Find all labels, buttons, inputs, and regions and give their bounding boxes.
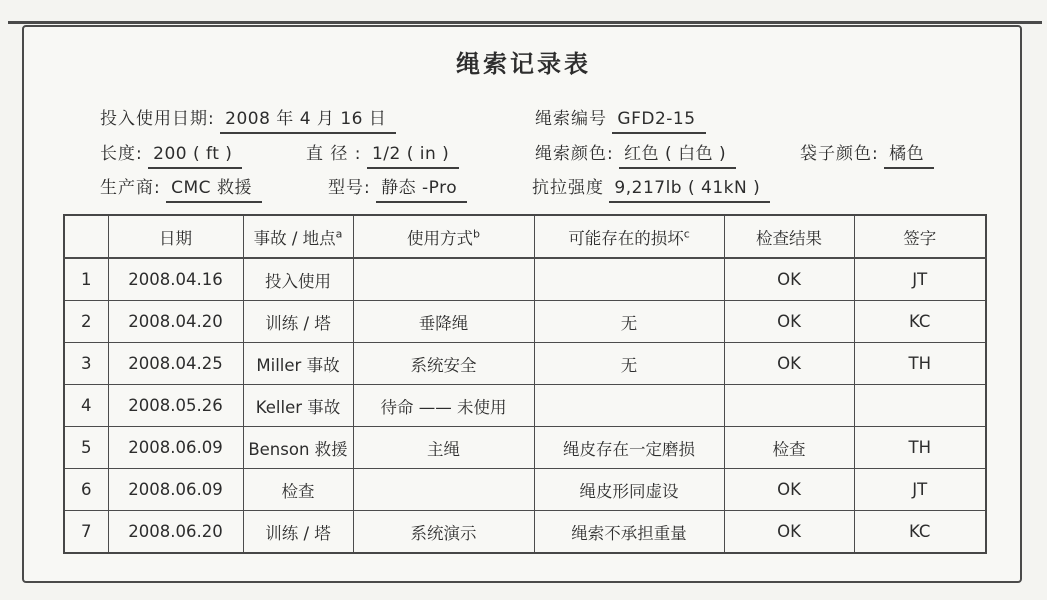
table-cell: 无 <box>534 301 724 343</box>
table-cell: 检查 <box>243 469 353 511</box>
footnote-marker-b: b <box>473 227 480 240</box>
table-row <box>64 427 986 469</box>
table-cell: 待命 —— 未使用 <box>353 385 534 427</box>
page-title: 绳索记录表 <box>456 50 591 78</box>
header-inspection-result: 检查结果 <box>724 215 854 258</box>
header-date: 日期 <box>108 215 243 258</box>
scan-artifact-line <box>8 21 1042 24</box>
table-cell: 2008.05.26 <box>108 385 243 427</box>
table-cell: TH <box>854 343 986 385</box>
table-cell: 2008.06.20 <box>108 511 243 554</box>
table-row <box>64 511 986 554</box>
bag-color-value: 橘色 <box>884 144 934 169</box>
length-label: 长度: <box>100 144 143 164</box>
table-cell: OK <box>724 301 854 343</box>
model-value: 静态 -Pro <box>376 178 467 203</box>
table-cell: 2 <box>64 301 108 343</box>
manufacturer-value: CMC 救援 <box>166 178 262 203</box>
table-cell: 7 <box>64 511 108 554</box>
table-cell: JT <box>854 469 986 511</box>
rope-color-label: 绳索颜色: <box>535 144 614 164</box>
rope-number-field <box>535 104 706 129</box>
manufacturer-field <box>100 173 262 198</box>
tensile-strength-field <box>532 173 770 198</box>
rope-color-value: 红色 ( 白色 ) <box>619 144 736 169</box>
table-cell: 1 <box>64 258 108 301</box>
length-field <box>100 139 242 164</box>
table-cell: 绳皮形同虚设 <box>534 469 724 511</box>
tensile-strength-label: 抗拉强度 <box>532 178 604 198</box>
log-table-body <box>64 258 986 553</box>
table-cell: 3 <box>64 343 108 385</box>
table-cell: 2008.04.20 <box>108 301 243 343</box>
table-cell: 2008.06.09 <box>108 469 243 511</box>
header-signature: 签字 <box>854 215 986 258</box>
table-cell: OK <box>724 343 854 385</box>
table-header-row <box>64 215 986 258</box>
table-cell: 2008.04.16 <box>108 258 243 301</box>
length-value: 200 ( ft ) <box>148 144 242 169</box>
table-cell <box>854 385 986 427</box>
diameter-value: 1/2 ( in ) <box>367 144 459 169</box>
tensile-strength-value: 9,217lb ( 41kN ) <box>609 178 770 203</box>
rope-number-label: 绳索编号 <box>535 109 607 129</box>
table-cell <box>534 258 724 301</box>
commission-date-label: 投入使用日期: <box>100 109 215 129</box>
table-cell: Miller 事故 <box>243 343 353 385</box>
table-cell <box>534 385 724 427</box>
table-cell: 4 <box>64 385 108 427</box>
table-cell: 主绳 <box>353 427 534 469</box>
bag-color-label: 袋子颜色: <box>800 144 879 164</box>
bag-color-field <box>800 139 934 164</box>
commission-date-value: 2008 年 4 月 16 日 <box>220 109 396 134</box>
header-index <box>64 215 108 258</box>
model-label: 型号: <box>328 178 371 198</box>
header-usage-type: 使用方式$^b$ <box>353 215 534 258</box>
manufacturer-label: 生产商: <box>100 178 161 198</box>
table-cell: KC <box>854 301 986 343</box>
rope-number-value: GFD2-15 <box>612 109 705 134</box>
table-cell: 绳索不承担重量 <box>534 511 724 554</box>
table-cell: 训练 / 塔 <box>243 301 353 343</box>
model-field <box>328 173 467 198</box>
table-cell: 2008.04.25 <box>108 343 243 385</box>
rope-log-table <box>63 214 987 554</box>
table-cell: 检查 <box>724 427 854 469</box>
table-cell: 5 <box>64 427 108 469</box>
table-cell: Benson 救援 <box>243 427 353 469</box>
table-cell: OK <box>724 258 854 301</box>
table-row <box>64 343 986 385</box>
header-incident-location: 事故 / 地点$^a$ <box>243 215 353 258</box>
table-cell: 系统安全 <box>353 343 534 385</box>
table-cell: 训练 / 塔 <box>243 511 353 554</box>
table-cell <box>724 385 854 427</box>
table-cell: TH <box>854 427 986 469</box>
diameter-label: 直 径 : <box>306 144 362 164</box>
table-row <box>64 301 986 343</box>
table-cell: 系统演示 <box>353 511 534 554</box>
table-cell: KC <box>854 511 986 554</box>
table-cell: Keller 事故 <box>243 385 353 427</box>
footnote-marker-c: c <box>683 227 690 240</box>
commission-date-field <box>100 104 396 129</box>
table-cell: 6 <box>64 469 108 511</box>
table-row <box>64 258 986 301</box>
table-cell: JT <box>854 258 986 301</box>
header-possible-damage: 可能存在的损坏$^c$ <box>534 215 724 258</box>
table-row <box>64 385 986 427</box>
table-cell <box>353 258 534 301</box>
table-cell: 垂降绳 <box>353 301 534 343</box>
footnote-marker-a: a <box>335 227 343 240</box>
table-cell: OK <box>724 511 854 554</box>
table-cell: OK <box>724 469 854 511</box>
table-cell: 2008.06.09 <box>108 427 243 469</box>
table-cell: 绳皮存在一定磨损 <box>534 427 724 469</box>
table-row <box>64 469 986 511</box>
table-cell: 无 <box>534 343 724 385</box>
rope-color-field <box>535 139 736 164</box>
table-cell <box>353 469 534 511</box>
diameter-field <box>306 139 459 164</box>
table-cell: 投入使用 <box>243 258 353 301</box>
